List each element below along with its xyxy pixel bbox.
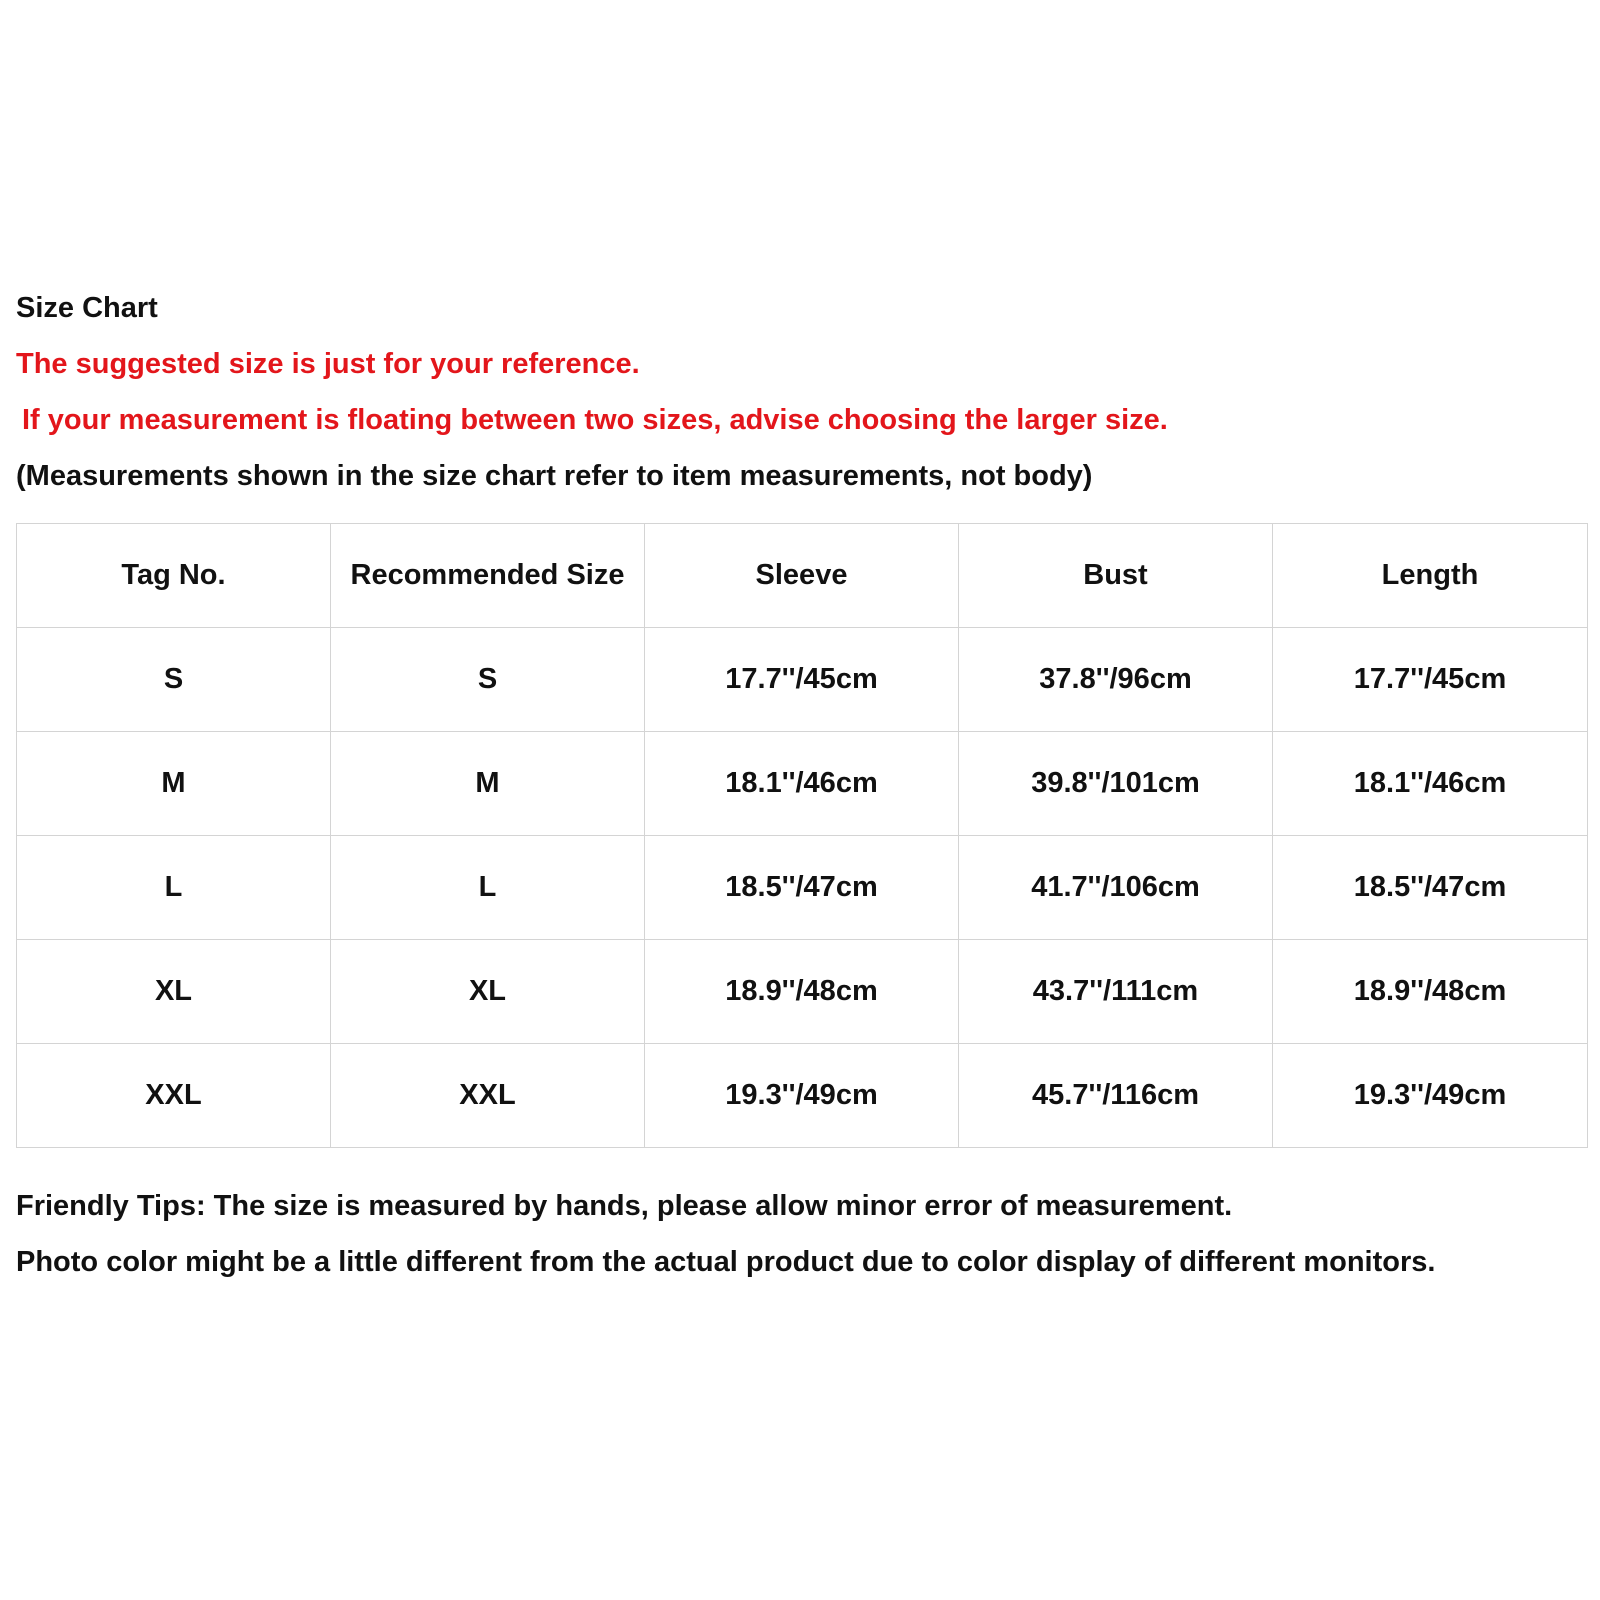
table-row [17,836,1588,940]
color-disclaimer: Photo color might be a little different from the actual product due to color display of different monitors. [16,1246,1436,1278]
measurement-note: (Measurements shown in the size chart refer to item measurements, not body) [16,460,1093,492]
cell-bust: 37.8''/96cm [959,628,1273,732]
cell-length: 18.9''/48cm [1273,940,1588,1044]
cell-tag-no: XL [17,940,331,1044]
friendly-tip: Friendly Tips: The size is measured by hands, please allow minor error of measurement. [16,1190,1233,1222]
header-sleeve: Sleeve [645,524,959,628]
cell-sleeve: 18.9''/48cm [645,940,959,1044]
larger-size-notice: If your measurement is floating between two sizes, advise choosing the larger size. [22,404,1168,436]
cell-length: 19.3''/49cm [1273,1044,1588,1148]
header-bust: Bust [959,524,1273,628]
size-chart-title: Size Chart [16,292,158,324]
table-row [17,1044,1588,1148]
cell-tag-no: L [17,836,331,940]
header-tag-no: Tag No. [17,524,331,628]
cell-tag-no: XXL [17,1044,331,1148]
size-table [16,523,1588,1148]
header-length: Length [1273,524,1588,628]
cell-recommended-size: XXL [331,1044,645,1148]
header-recommended-size: Recommended Size [331,524,645,628]
table-row [17,628,1588,732]
cell-recommended-size: S [331,628,645,732]
cell-sleeve: 17.7''/45cm [645,628,959,732]
cell-bust: 45.7''/116cm [959,1044,1273,1148]
table-row [17,732,1588,836]
cell-recommended-size: M [331,732,645,836]
table-header-row [17,524,1588,628]
cell-length: 18.5''/47cm [1273,836,1588,940]
cell-bust: 39.8''/101cm [959,732,1273,836]
cell-bust: 43.7''/111cm [959,940,1273,1044]
cell-sleeve: 18.5''/47cm [645,836,959,940]
reference-notice: The suggested size is just for your reference. [16,348,640,380]
cell-length: 17.7''/45cm [1273,628,1588,732]
cell-sleeve: 19.3''/49cm [645,1044,959,1148]
cell-tag-no: M [17,732,331,836]
cell-bust: 41.7''/106cm [959,836,1273,940]
table-row [17,940,1588,1044]
cell-recommended-size: L [331,836,645,940]
cell-tag-no: S [17,628,331,732]
cell-recommended-size: XL [331,940,645,1044]
cell-length: 18.1''/46cm [1273,732,1588,836]
cell-sleeve: 18.1''/46cm [645,732,959,836]
